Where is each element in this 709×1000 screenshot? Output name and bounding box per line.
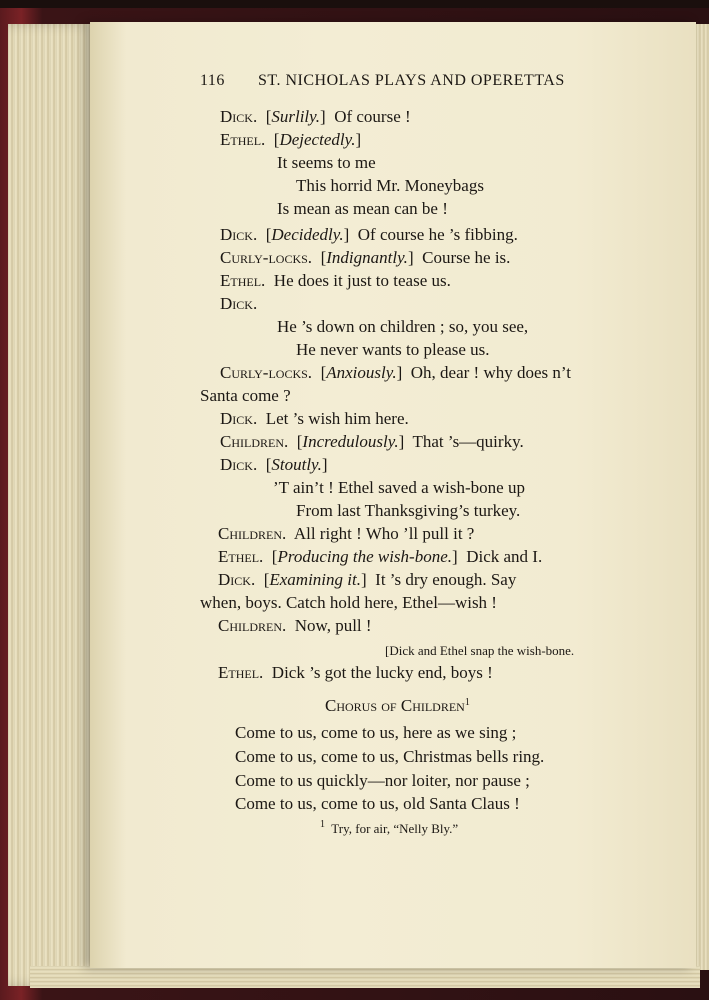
speaker-name: Curly-locks. bbox=[220, 248, 313, 267]
footnote-text: Try, for air, “Nelly Bly.” bbox=[331, 821, 459, 836]
dialogue-line: Dick. [Surlily.] Of course ! bbox=[220, 107, 411, 126]
stage-direction: Indignantly. bbox=[326, 248, 408, 267]
dialogue-line: Dick. [Decidedly.] Of course he ’s fibbing. bbox=[220, 225, 518, 244]
speaker-name: Ethel. bbox=[220, 271, 266, 290]
running-head: ST. NICHOLAS PLAYS AND OPERETTAS bbox=[258, 72, 565, 89]
speaker-name: Children. bbox=[218, 616, 287, 635]
speaker-name: Dick. bbox=[220, 225, 258, 244]
speaker-name: Dick. bbox=[218, 570, 256, 589]
verse-line: Is mean as mean can be ! bbox=[277, 199, 448, 218]
dialogue-line: Children. [Incredulously.] That ’s—quirky. bbox=[220, 432, 524, 451]
page-number: 116 bbox=[200, 72, 225, 89]
dialogue-text: Course he is. bbox=[422, 248, 511, 267]
stage-direction-line: [Dick and Ethel snap the wish-bone. bbox=[385, 643, 575, 658]
dialogue-line: Dick. [Examining it.] It ’s dry enough. Say bbox=[218, 570, 517, 589]
dialogue-line: Ethel. [Dejectedly.] bbox=[220, 130, 362, 149]
footnote-marker: 1 bbox=[464, 697, 470, 708]
stage-direction: Dejectedly. bbox=[279, 130, 356, 149]
dialogue-text: Of course ! bbox=[334, 107, 411, 126]
chorus-heading bbox=[325, 696, 470, 716]
dialogue-text: Of course he ’s fibbing. bbox=[357, 225, 518, 244]
speaker-name: Dick. bbox=[220, 107, 258, 126]
stage-direction: Incredulously. bbox=[302, 432, 399, 451]
stage-direction: Decidedly. bbox=[271, 225, 344, 244]
speaker-name: Ethel. bbox=[218, 547, 264, 566]
dialogue-text: Dick ’s got the lucky end, boys ! bbox=[271, 663, 493, 682]
stage-direction: Stoutly. bbox=[271, 455, 322, 474]
dialogue-text: It ’s dry enough. Say bbox=[375, 570, 517, 589]
dialogue-line bbox=[220, 294, 257, 314]
stage-direction: Anxiously. bbox=[326, 363, 397, 382]
footnote bbox=[320, 819, 458, 839]
dialogue-text: All right ! Who ’ll pull it ? bbox=[293, 524, 475, 543]
verse-line: He never wants to please us. bbox=[296, 340, 490, 359]
dialogue-line bbox=[218, 616, 372, 636]
verse-line: From last Thanksgiving’s turkey. bbox=[296, 501, 521, 520]
dialogue-text: Oh, dear ! why does n’t bbox=[410, 363, 571, 382]
dialogue-line bbox=[218, 524, 474, 544]
page-stack-bottom bbox=[30, 966, 700, 988]
speaker-name: Dick. bbox=[220, 294, 258, 313]
stage-direction: Surlily. bbox=[271, 107, 321, 126]
chorus-verse: Come to us, come to us, here as we sing ; bbox=[235, 723, 517, 742]
stage-direction: Examining it. bbox=[269, 570, 361, 589]
dialogue-line: Curly-locks. [Indignantly.] Course he is. bbox=[220, 248, 511, 267]
dialogue-text: He does it just to tease us. bbox=[273, 271, 451, 290]
speaker-name: Dick. bbox=[220, 455, 258, 474]
chorus-verse: Come to us, come to us, old Santa Claus ! bbox=[235, 794, 520, 813]
speaker-name: Children. bbox=[218, 524, 287, 543]
dialogue-continuation: when, boys. Catch hold here, Ethel—wish ! bbox=[200, 593, 497, 612]
book-page bbox=[90, 22, 696, 968]
speaker-name: Curly-locks. bbox=[220, 363, 313, 382]
speaker-name: Dick. bbox=[220, 409, 258, 428]
dialogue-text: Now, pull ! bbox=[294, 616, 372, 635]
dialogue-line: Dick. [Stoutly.] bbox=[220, 455, 328, 474]
chorus-title: Chorus of Children bbox=[325, 696, 465, 715]
dialogue-line bbox=[218, 663, 493, 683]
footnote-number: 1 bbox=[320, 819, 325, 830]
dialogue-continuation: Santa come ? bbox=[200, 386, 291, 405]
verse-line: This horrid Mr. Moneybags bbox=[296, 176, 484, 195]
speaker-name: Children. bbox=[220, 432, 289, 451]
dialogue-line: Curly-locks. [Anxiously.] Oh, dear ! why does n’t bbox=[220, 363, 571, 382]
chorus-verse: Come to us quickly—nor loiter, nor pause ; bbox=[235, 771, 530, 790]
verse-line: He ’s down on children ; so, you see, bbox=[277, 317, 529, 336]
dialogue-line: Ethel. [Producing the wish-bone.] Dick and I. bbox=[218, 547, 543, 566]
speaker-name: Ethel. bbox=[220, 130, 266, 149]
dialogue-line bbox=[220, 271, 451, 291]
dialogue-text: Let ’s wish him here. bbox=[265, 409, 409, 428]
dialogue-text: That ’s—quirky. bbox=[412, 432, 524, 451]
verse-line: ’T ain’t ! Ethel saved a wish-bone up bbox=[273, 478, 525, 497]
dialogue-line bbox=[220, 409, 409, 429]
dialogue-text: Dick and I. bbox=[466, 547, 543, 566]
chorus-verse: Come to us, come to us, Christmas bells ring. bbox=[235, 747, 545, 766]
speaker-name: Ethel. bbox=[218, 663, 264, 682]
verse-line: It seems to me bbox=[277, 153, 376, 172]
stage-direction: Producing the wish-bone. bbox=[277, 547, 453, 566]
